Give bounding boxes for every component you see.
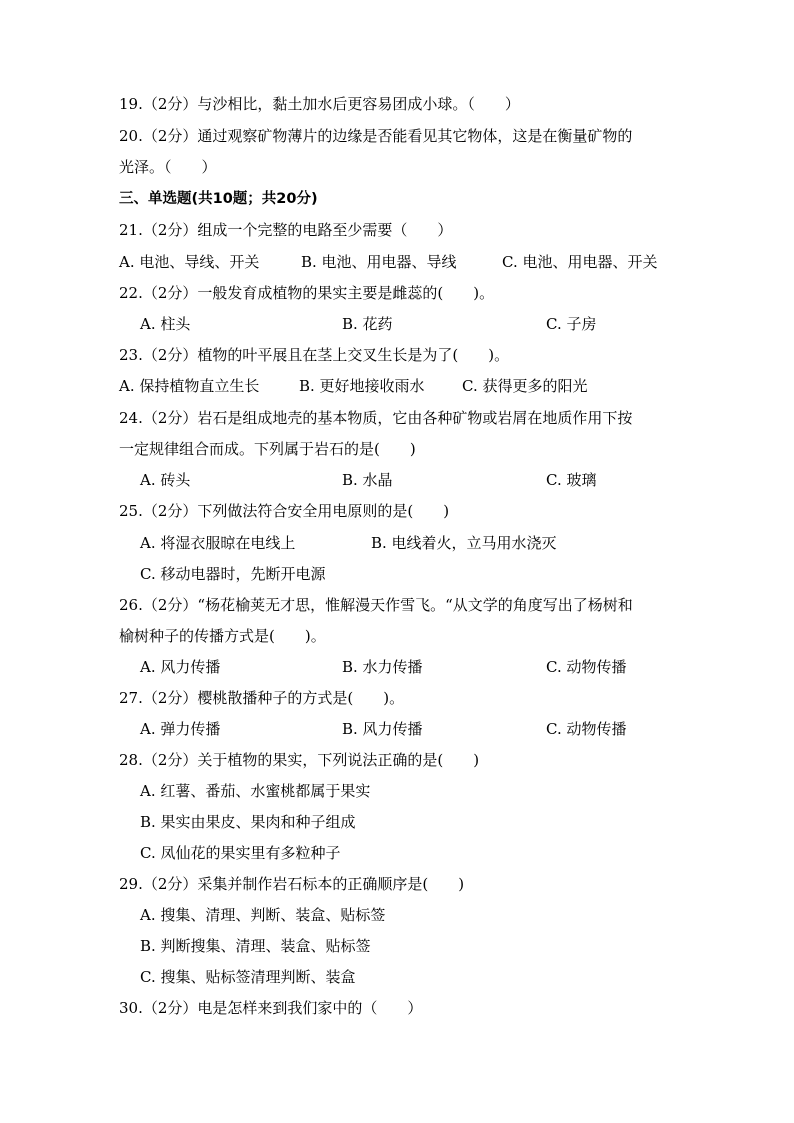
section-heading-single-choice: 三、单选题(共10题；共20分) [119,191,318,207]
q21-option-c: C. 电池、用电器、开关 [502,253,658,271]
q24-option-c: C. 玻璃 [546,471,597,489]
question-21: 21.（2分）组成一个完整的电路至少需要（ ） [119,221,453,239]
question-22: 22.（2分）一般发育成植物的果实主要是雌蕊的( )。 [119,284,495,302]
question-29: 29.（2分）采集并制作岩石标本的正确顺序是( ) [119,875,465,893]
q22-option-b: B. 花药 [342,315,393,333]
q24-option-a: A. 砖头 [140,471,191,489]
q21-option-a: A. 电池、导线、开关 [119,253,260,271]
question-25: 25.（2分）下列做法符合安全用电原则的是( ) [119,502,450,520]
q22-option-a: A. 柱头 [140,315,191,333]
q26-option-b: B. 水力传播 [342,658,423,676]
q21-option-b: B. 电池、用电器、导线 [301,253,457,271]
q25-option-b: B. 电线着火，立马用水浇灭 [371,534,557,552]
question-20-line1: 20.（2分）通过观察矿物薄片的边缘是否能看见其它物体，这是在衡量矿物的 [119,127,633,145]
question-30: 30.（2分）电是怎样来到我们家中的（ ） [119,999,423,1017]
q29-option-a: A. 搜集、清理、判断、装盒、贴标签 [140,906,386,924]
q22-option-c: C. 子房 [546,315,597,333]
question-23: 23.（2分）植物的叶平展且在茎上交叉生长是为了( )。 [119,346,510,364]
question-24-line1: 24.（2分）岩石是组成地壳的基本物质，它由各种矿物或岩屑在地质作用下按 [119,409,633,427]
question-26-line1: 26.（2分）“杨花榆荚无才思，惟解漫天作雪飞。“从文学的角度写出了杨树和 [119,596,633,614]
q29-option-c: C. 搜集、贴标签清理判断、装盒 [140,968,356,986]
q23-option-a: A. 保持植物直立生长 [119,377,260,395]
question-26-line2: 榆树种子的传播方式是( )。 [119,627,326,645]
question-20-line2: 光泽。（ ） [119,158,217,176]
q26-option-a: A. 风力传播 [140,658,221,676]
q25-option-a: A. 将湿衣服晾在电线上 [140,534,296,552]
q27-option-a: A. 弹力传播 [140,720,221,738]
q27-option-c: C. 动物传播 [546,720,627,738]
q25-option-c: C. 移动电器时，先断开电源 [140,565,326,583]
q28-option-c: C. 凤仙花的果实里有多粒种子 [140,844,341,862]
question-19: 19.（2分）与沙相比，黏土加水后更容易团成小球。（ ） [119,95,520,113]
q28-option-b: B. 果实由果皮、果肉和种子组成 [140,813,356,831]
q23-option-b: B. 更好地接收雨水 [299,377,425,395]
question-27: 27.（2分）樱桃散播种子的方式是( )。 [119,689,405,707]
question-28: 28.（2分）关于植物的果实，下列说法正确的是( ) [119,751,480,769]
question-24-line2: 一定规律组合而成。下列属于岩石的是( ) [119,440,416,458]
q24-option-b: B. 水晶 [342,471,393,489]
q27-option-b: B. 风力传播 [342,720,423,738]
q29-option-b: B. 判断搜集、清理、装盒、贴标签 [140,937,371,955]
q26-option-c: C. 动物传播 [546,658,627,676]
q28-option-a: A. 红薯、番茄、水蜜桃都属于果实 [140,782,371,800]
q23-option-c: C. 获得更多的阳光 [462,377,588,395]
